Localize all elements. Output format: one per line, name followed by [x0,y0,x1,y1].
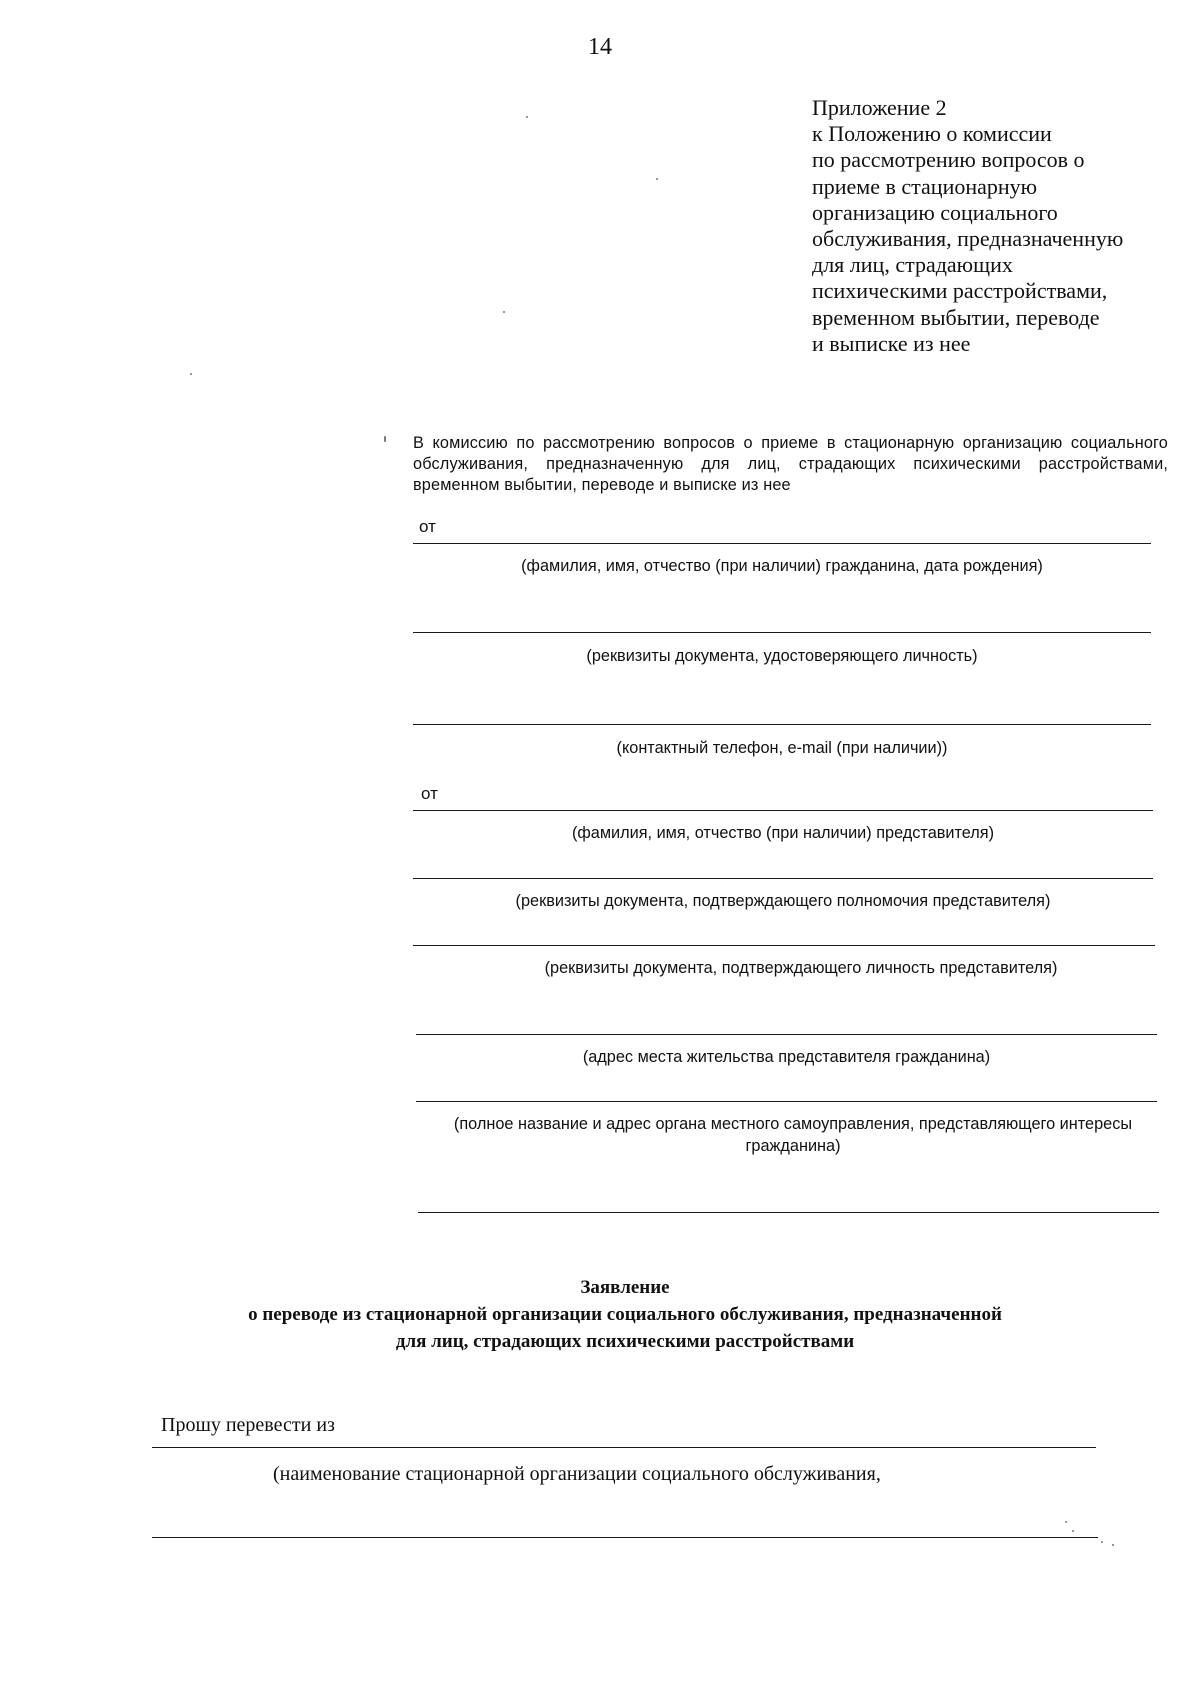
citizen-name-line[interactable] [413,543,1151,544]
representative-identity-line[interactable] [413,945,1155,946]
identity-doc-caption: (реквизиты документа, удостоверяющего личность) [586,647,978,665]
scan-speck [503,311,505,313]
contacts-line[interactable] [413,724,1151,725]
appendix-line: Приложение 2 [812,95,947,120]
representative-name-line[interactable] [413,810,1153,811]
scan-speck [526,116,528,118]
appendix-line: приеме в стационарную [812,173,1038,199]
authority-doc-caption: (реквизиты документа, подтверждающего полномочия представителя) [515,892,1051,910]
authority-doc-line[interactable] [413,878,1153,879]
org-name-caption: (наименование стационарной организации социального обслуживания, [273,1463,881,1485]
scan-speck [1065,1521,1067,1523]
representative-address-line[interactable] [416,1034,1157,1035]
local-authority-entry-line[interactable] [418,1212,1159,1213]
appendix-line: к Положению о комиссии [812,121,1052,147]
identity-doc-line[interactable] [413,632,1151,633]
appendix-line: для лиц, страдающих [812,252,1013,278]
addressee-block: В комиссию по рассмотрению вопросов о приеме в стационарную организацию социального обслуживания, предназначенную для лиц, страдающих психическими расстройствами, временном выбытии, переводе и выписке из нее [413,434,1168,494]
scan-speck [1101,1541,1103,1543]
request-label: Прошу перевести из [161,1414,335,1436]
representative-identity-caption: (реквизиты документа, подтверждающего личность представителя) [544,959,1058,977]
scan-speck [1072,1530,1074,1532]
representative-name-caption: (фамилия, имя, отчество (при наличии) представителя) [571,824,995,842]
transfer-from-line[interactable] [152,1447,1096,1448]
appendix-line: психическими расстройствами, [812,278,1108,304]
statement-subtitle-line: о переводе из стационарной организации социального обслуживания, предназначенной [248,1304,1002,1325]
citizen-name-caption: (фамилия, имя, отчество (при наличии) гражданина, дата рождения) [521,557,1043,575]
scan-speck [656,178,658,180]
appendix-line: временном выбытии, переводе [812,304,1100,330]
contacts-caption: (контактный телефон, e-mail (при наличии)) [616,739,948,757]
scan-speck [190,373,192,375]
statement-subtitle-line: для лиц, страдающих психическими расстройствами [395,1331,855,1352]
appendix-header [812,95,1192,357]
local-authority-line[interactable] [416,1101,1157,1102]
page-number: 14 [588,34,612,60]
local-authority-caption: (полное название и адрес органа местного самоуправления, представляющего интересы гражданина) [453,1115,1133,1155]
appendix-line: организацию социального [812,199,1058,225]
scan-speck [384,436,386,442]
from-representative-label: от [421,784,438,803]
appendix-line: обслуживания, предназначенную [812,226,1124,252]
from-citizen-label: от [419,517,436,536]
org-name-entry-line[interactable] [152,1537,1098,1538]
scan-speck [1112,1544,1114,1546]
statement-title-block [0,1274,1200,1355]
appendix-line: по рассмотрению вопросов о [812,147,1085,173]
statement-title: Заявление [580,1277,670,1298]
appendix-line: и выписке из нее [812,330,971,356]
representative-address-caption: (адрес места жительства представителя гражданина) [582,1048,991,1066]
